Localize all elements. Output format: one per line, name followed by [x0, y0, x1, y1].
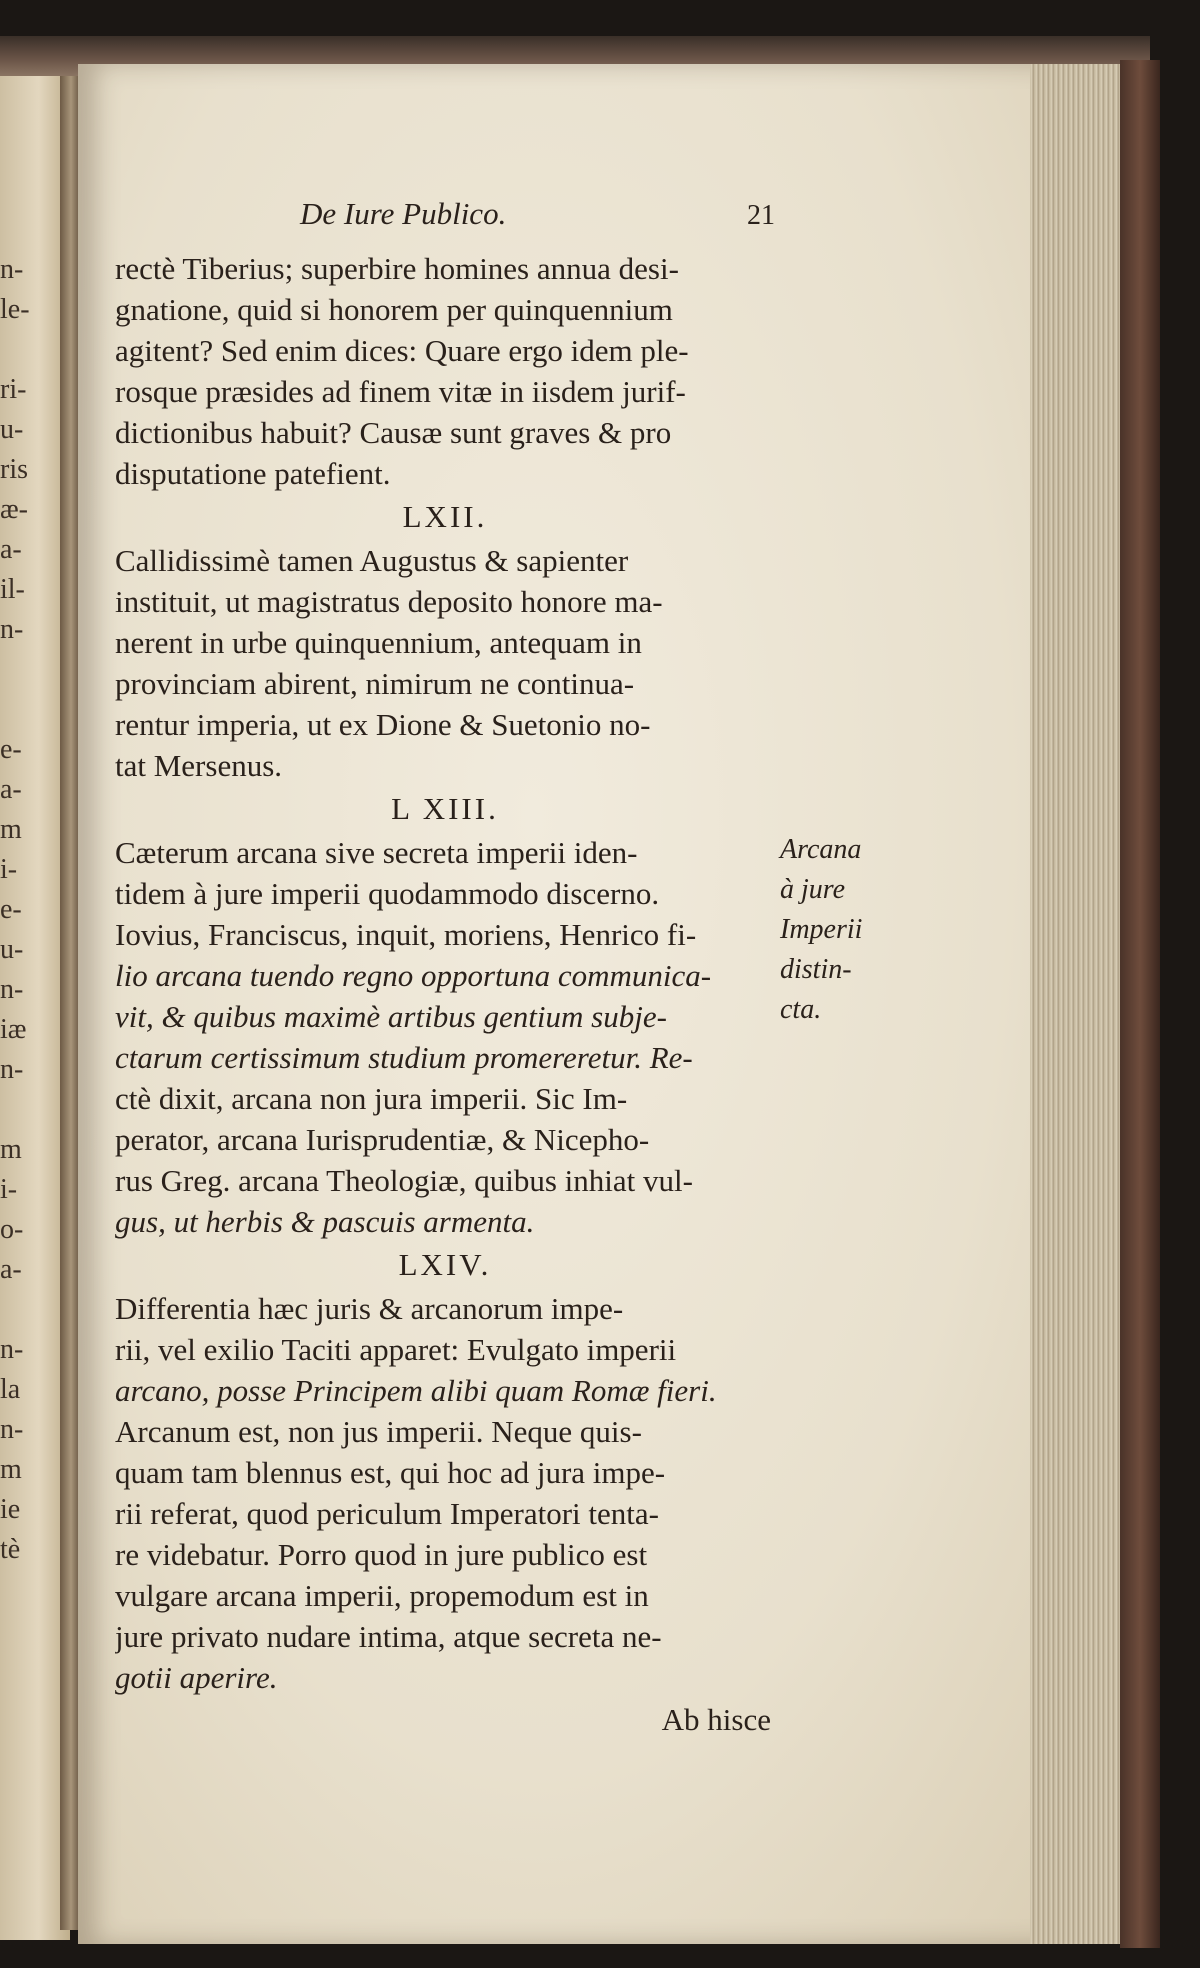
fragment: i-	[0, 1174, 18, 1205]
fragment: iæ	[0, 1014, 27, 1045]
text-line: rentur imperia, ut ex Dione & Suetonio no-	[115, 707, 651, 742]
fragment: ie	[0, 1494, 21, 1525]
fragment: ri-	[0, 374, 27, 405]
text-line: tat Mersenus.	[115, 748, 283, 783]
left-page-margin-fragments	[0, 250, 62, 1570]
text-line: instituit, ut magistratus deposito honore ma-	[115, 584, 663, 619]
text-line: Differentia hæc juris & arcanorum impe-	[115, 1291, 624, 1326]
section-heading-62: LXII.	[402, 499, 488, 534]
text-line: Iovius, Franciscus, inquit, moriens, Henrico fi-	[115, 917, 697, 952]
text-line: ctarum certissimum studium promereretur. Re-	[115, 1040, 693, 1075]
margin-note-line: cta.	[780, 994, 822, 1025]
margin-note-line: Arcana	[780, 834, 862, 865]
text-line: tidem à jure imperii quodammodo discerno.	[115, 876, 660, 911]
fragment: n-	[0, 1054, 24, 1085]
text-line: re videbatur. Porro quod in jure publico est	[115, 1537, 648, 1572]
fragment	[0, 330, 62, 370]
fragment: a-	[0, 534, 22, 565]
text-line: Cæterum arcana sive secreta imperii iden-	[115, 835, 638, 870]
text-line: rectè Tiberius; superbire homines annua desi-	[115, 251, 679, 286]
text-line: vit, & quibus maximè artibus gentium subje-	[115, 999, 667, 1034]
fragment: u-	[0, 414, 24, 445]
main-text-block	[115, 196, 775, 1742]
fragment: n-	[0, 1334, 24, 1365]
fragment: a-	[0, 774, 22, 805]
fragment	[0, 690, 62, 730]
intro-paragraph	[115, 248, 775, 494]
fragment: m	[0, 1454, 22, 1485]
margin-note-line: Imperii	[780, 914, 863, 945]
section-64-paragraph	[115, 1288, 775, 1698]
margin-note	[780, 830, 890, 1030]
fragment: le-	[0, 294, 30, 325]
text-line: vulgare arcana imperii, propemodum est in	[115, 1578, 649, 1613]
text-line: dictionibus habuit? Causæ sunt graves & pro	[115, 415, 672, 450]
text-line: agitent? Sed enim dices: Quare ergo idem ple-	[115, 333, 689, 368]
fragment: i-	[0, 854, 18, 885]
text-line: gnatione, quid si honorem per quinquennium	[115, 292, 673, 327]
margin-note-line: distin-	[780, 954, 852, 985]
fragment	[0, 1090, 62, 1130]
margin-note-line: à jure	[780, 874, 846, 905]
text-line: rosque præsides ad finem vitæ in iisdem jurif-	[115, 374, 686, 409]
text-line: Callidissimè tamen Augustus & sapienter	[115, 543, 629, 578]
fragment: o-	[0, 1214, 24, 1245]
fragment: e-	[0, 734, 22, 765]
text-line: Arcanum est, non jus imperii. Neque quis-	[115, 1414, 642, 1449]
section-62-paragraph	[115, 540, 775, 786]
fragment	[0, 650, 62, 690]
fragment: m	[0, 1134, 22, 1165]
text-line: jure privato nudare intima, atque secreta ne-	[115, 1619, 662, 1654]
text-line: disputatione patefient.	[115, 456, 391, 491]
fragment: u-	[0, 934, 24, 965]
text-line: gus, ut herbis & pascuis armenta.	[115, 1204, 535, 1239]
fragment: il-	[0, 574, 25, 605]
section-heading-64: LXIV.	[398, 1247, 492, 1282]
text-line: rus Greg. arcana Theologiæ, quibus inhiat vul-	[115, 1163, 693, 1198]
section-heading-63: L XIII.	[391, 791, 499, 826]
fragment: ris	[0, 454, 28, 485]
text-line: rii referat, quod periculum Imperatori tenta-	[115, 1496, 659, 1531]
fragment: æ-	[0, 494, 28, 525]
page-number: 21	[747, 200, 775, 231]
fragment	[0, 1290, 62, 1330]
text-line: ctè dixit, arcana non jura imperii. Sic Im-	[115, 1081, 628, 1116]
catchword: Ab hisce	[661, 1702, 771, 1737]
fragment: e-	[0, 894, 22, 925]
text-line: lio arcana tuendo regno opportuna communica-	[115, 958, 712, 993]
text-line: provinciam abirent, nimirum ne continua-	[115, 666, 635, 701]
text-line: perator, arcana Iurisprudentiæ, & Nicepho-	[115, 1122, 650, 1157]
fragment: n-	[0, 254, 24, 285]
running-title: De Iure Publico.	[300, 196, 507, 231]
fragment: m	[0, 814, 22, 845]
fragment: n-	[0, 614, 24, 645]
text-line: gotii aperire.	[115, 1660, 278, 1695]
fragment: a-	[0, 1254, 22, 1285]
text-line: rii, vel exilio Taciti apparet: Evulgato imperii	[115, 1332, 677, 1367]
fragment: tè	[0, 1534, 21, 1565]
fragment: n-	[0, 974, 24, 1005]
fragment: n-	[0, 1414, 24, 1445]
text-line: arcano, posse Principem alibi quam Romæ fieri.	[115, 1373, 717, 1408]
running-header	[115, 196, 775, 248]
fragment: la	[0, 1374, 21, 1405]
text-line: nerent in urbe quinquennium, antequam in	[115, 625, 642, 660]
section-63-paragraph	[115, 832, 775, 1242]
text-line: quam tam blennus est, qui hoc ad jura impe-	[115, 1455, 666, 1490]
book-cover	[1120, 60, 1160, 1948]
